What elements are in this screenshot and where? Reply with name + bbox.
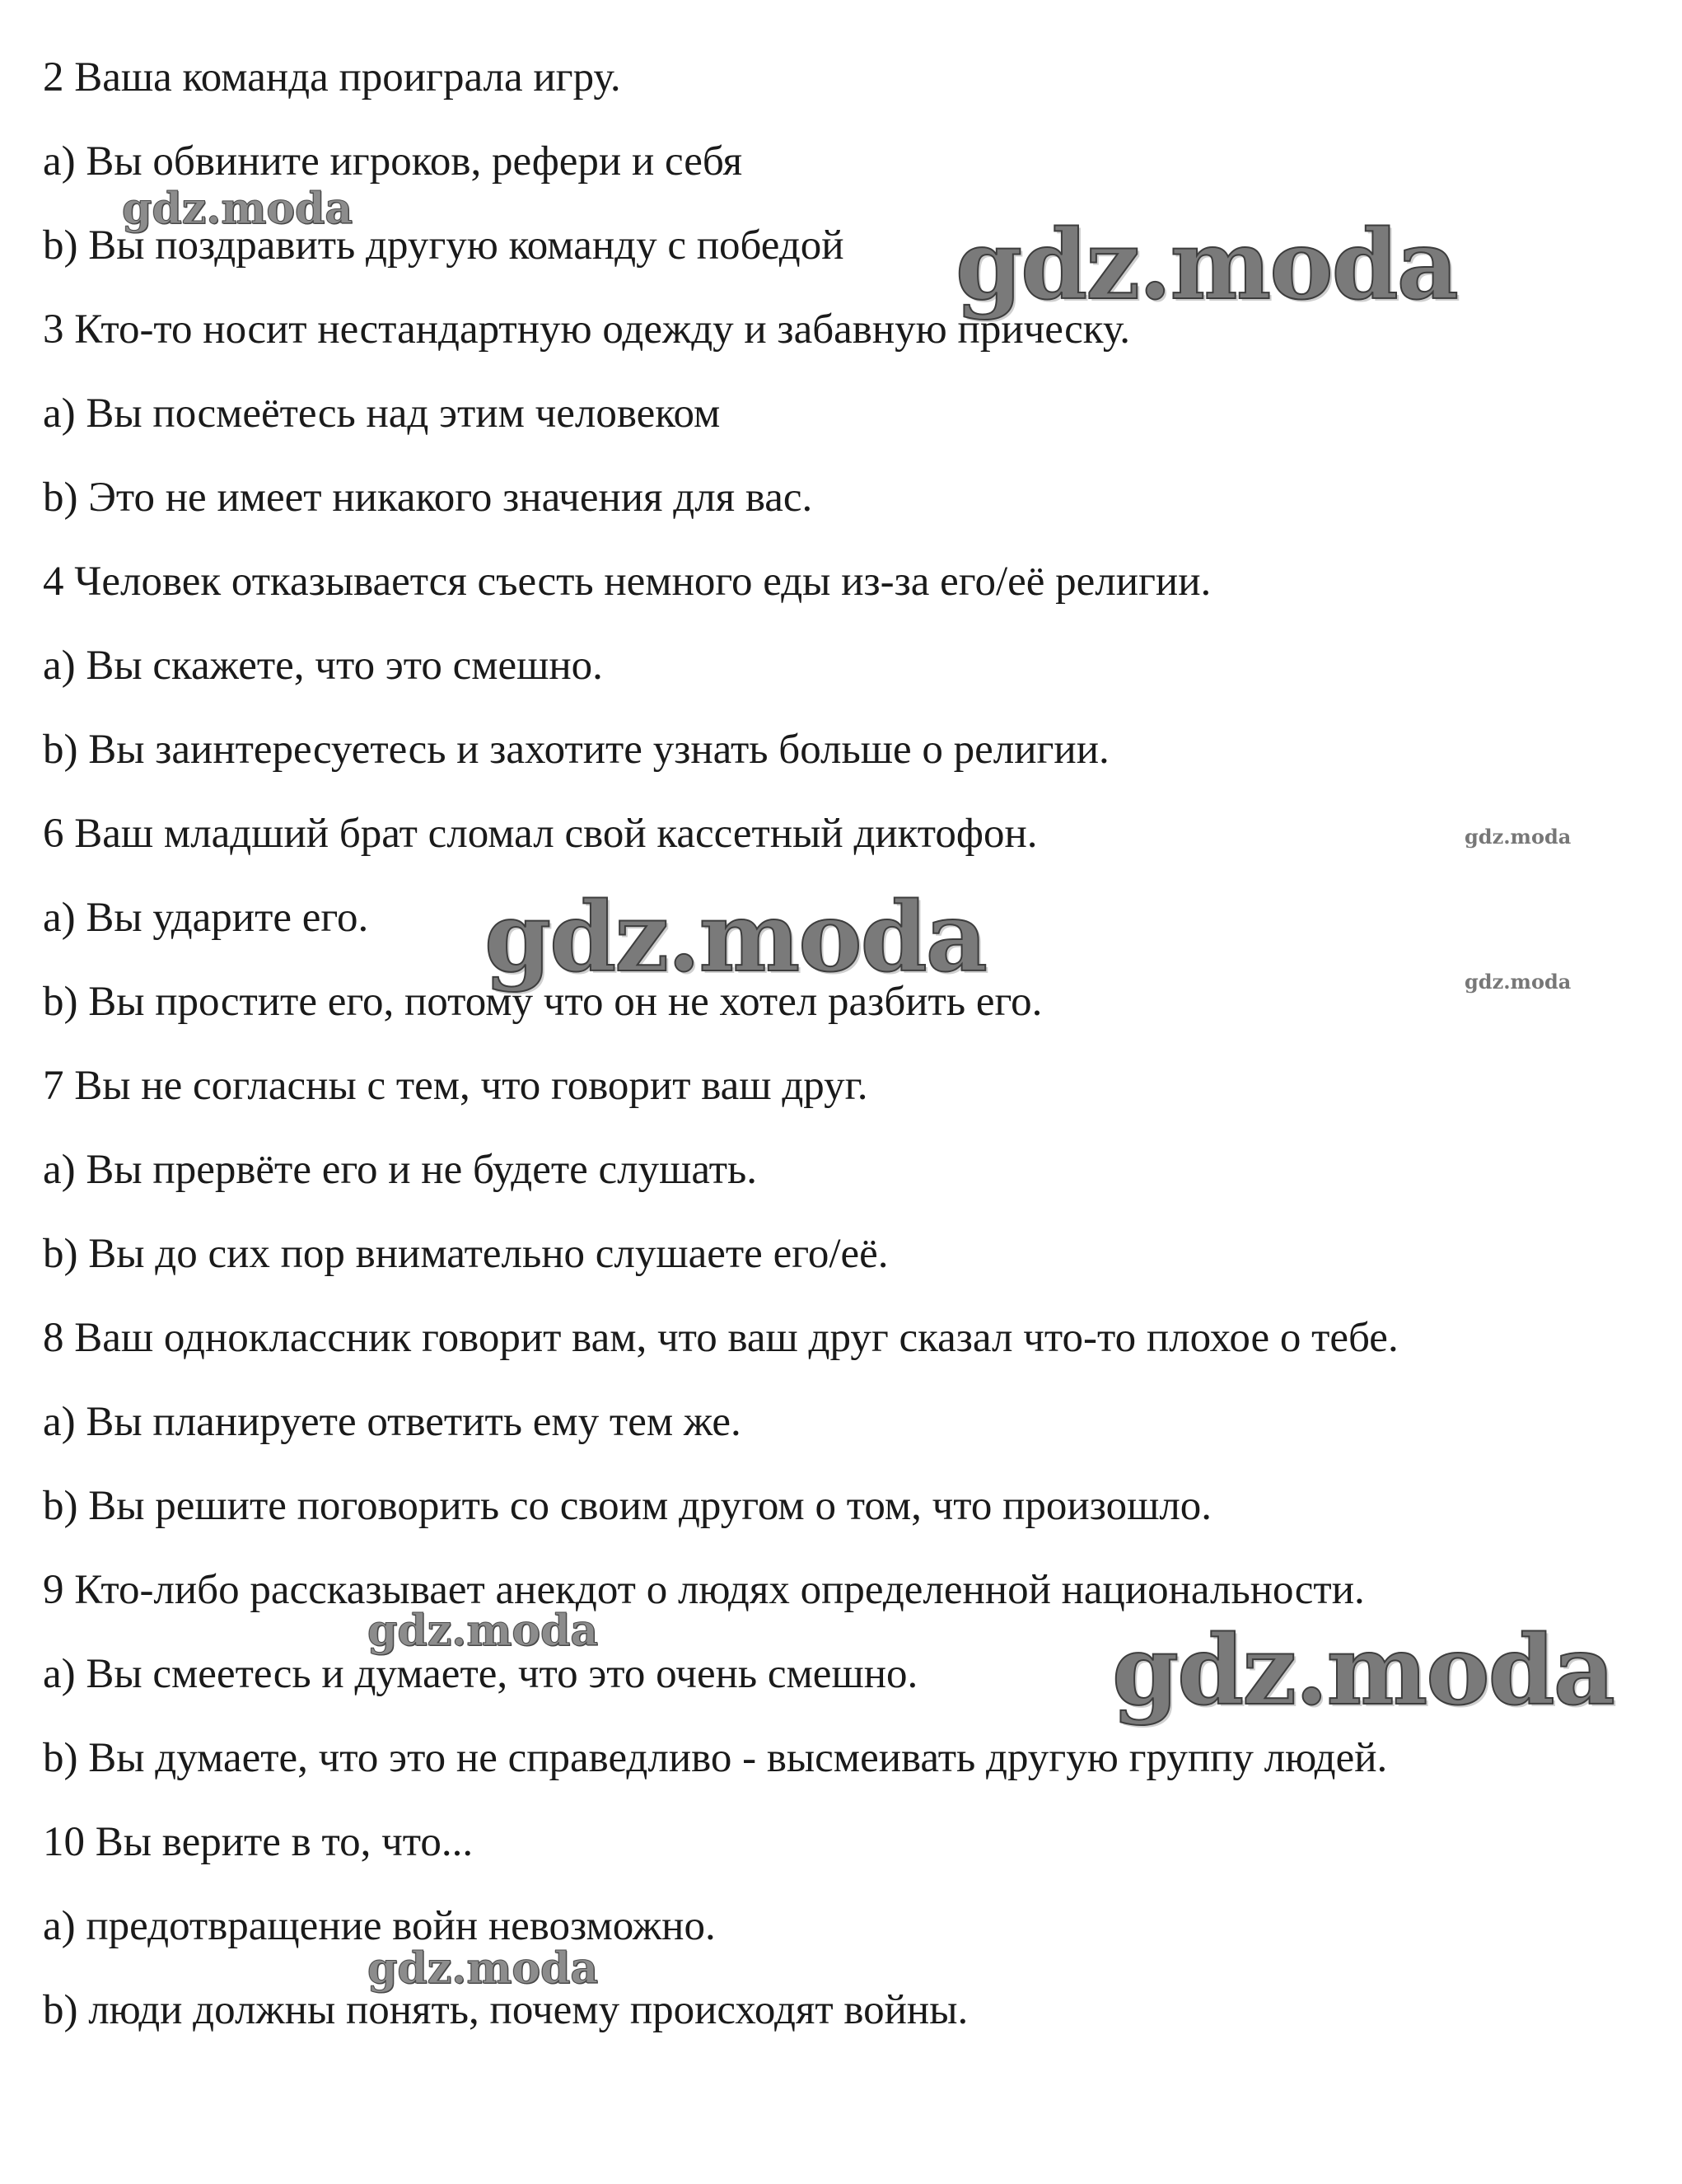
answer-2a: a) Вы обвините игроков, рефери и себя [43, 138, 743, 185]
answer-6b: b) Вы простите его, потому что он не хотел разбить его. [43, 979, 1043, 1025]
answer-7a: a) Вы прервёте его и не будете слушать. [43, 1147, 757, 1193]
question-8: 8 Ваш одноклассник говорит вам, что ваш друг сказал что-то плохое о тебе. [43, 1315, 1399, 1361]
answer-4b: b) Вы заинтересуетесь и захотите узнать больше о религии. [43, 727, 1110, 773]
answer-8b: b) Вы решите поговорить со своим другом о том, что произошло. [43, 1483, 1212, 1529]
answer-3b: b) Это не имеет никакого значения для вас. [43, 475, 813, 521]
answer-4a: a) Вы скажете, что это смешно. [43, 643, 603, 689]
question-3: 3 Кто-то носит нестандартную одежду и забавную прическу. [43, 306, 1130, 353]
question-9: 9 Кто-либо рассказывает анекдот о людях определенной национальности. [43, 1567, 1365, 1613]
watermark-logo: gdz.moda [1465, 825, 1572, 849]
question-10: 10 Вы верите в то, что... [43, 1819, 474, 1865]
watermark-logo: gdz.moda [122, 184, 353, 234]
watermark-logo: gdz.moda [367, 1943, 599, 1994]
question-4: 4 Человек отказывается съесть немного еды из-за его/её религии. [43, 559, 1212, 605]
answer-8a: a) Вы планируете ответить ему тем же. [43, 1399, 741, 1445]
question-7: 7 Вы не согласны с тем, что говорит ваш друг. [43, 1063, 868, 1109]
answer-3a: a) Вы посмеётесь над этим человеком [43, 391, 721, 437]
answer-9a: a) Вы смеетесь и думаете, что это очень смешно. [43, 1651, 918, 1697]
answer-7b: b) Вы до сих пор внимательно слушаете его/её. [43, 1231, 889, 1277]
question-6: 6 Ваш младший брат сломал свой кассетный диктофон. [43, 811, 1038, 857]
answer-9b: b) Вы думаете, что это не справедливо - высмеивать другую группу людей. [43, 1735, 1388, 1781]
watermark-logo: gdz.moda [484, 882, 986, 994]
watermark-logo: gdz.moda [1465, 970, 1572, 994]
answer-10a: a) предотвращение войн невозможно. [43, 1903, 716, 1949]
watermark-logo: gdz.moda [1112, 1615, 1614, 1727]
watermark-logo: gdz.moda [367, 1606, 599, 1656]
answer-10b: b) люди должны понять, почему происходят войны. [43, 1987, 969, 2033]
answer-2b: b) Вы поздравить другую команду с победой [43, 222, 844, 269]
answer-6a: a) Вы ударите его. [43, 895, 369, 941]
question-2: 2 Ваша команда проиграла игру. [43, 54, 621, 101]
watermark-logo: gdz.moda [955, 209, 1457, 321]
